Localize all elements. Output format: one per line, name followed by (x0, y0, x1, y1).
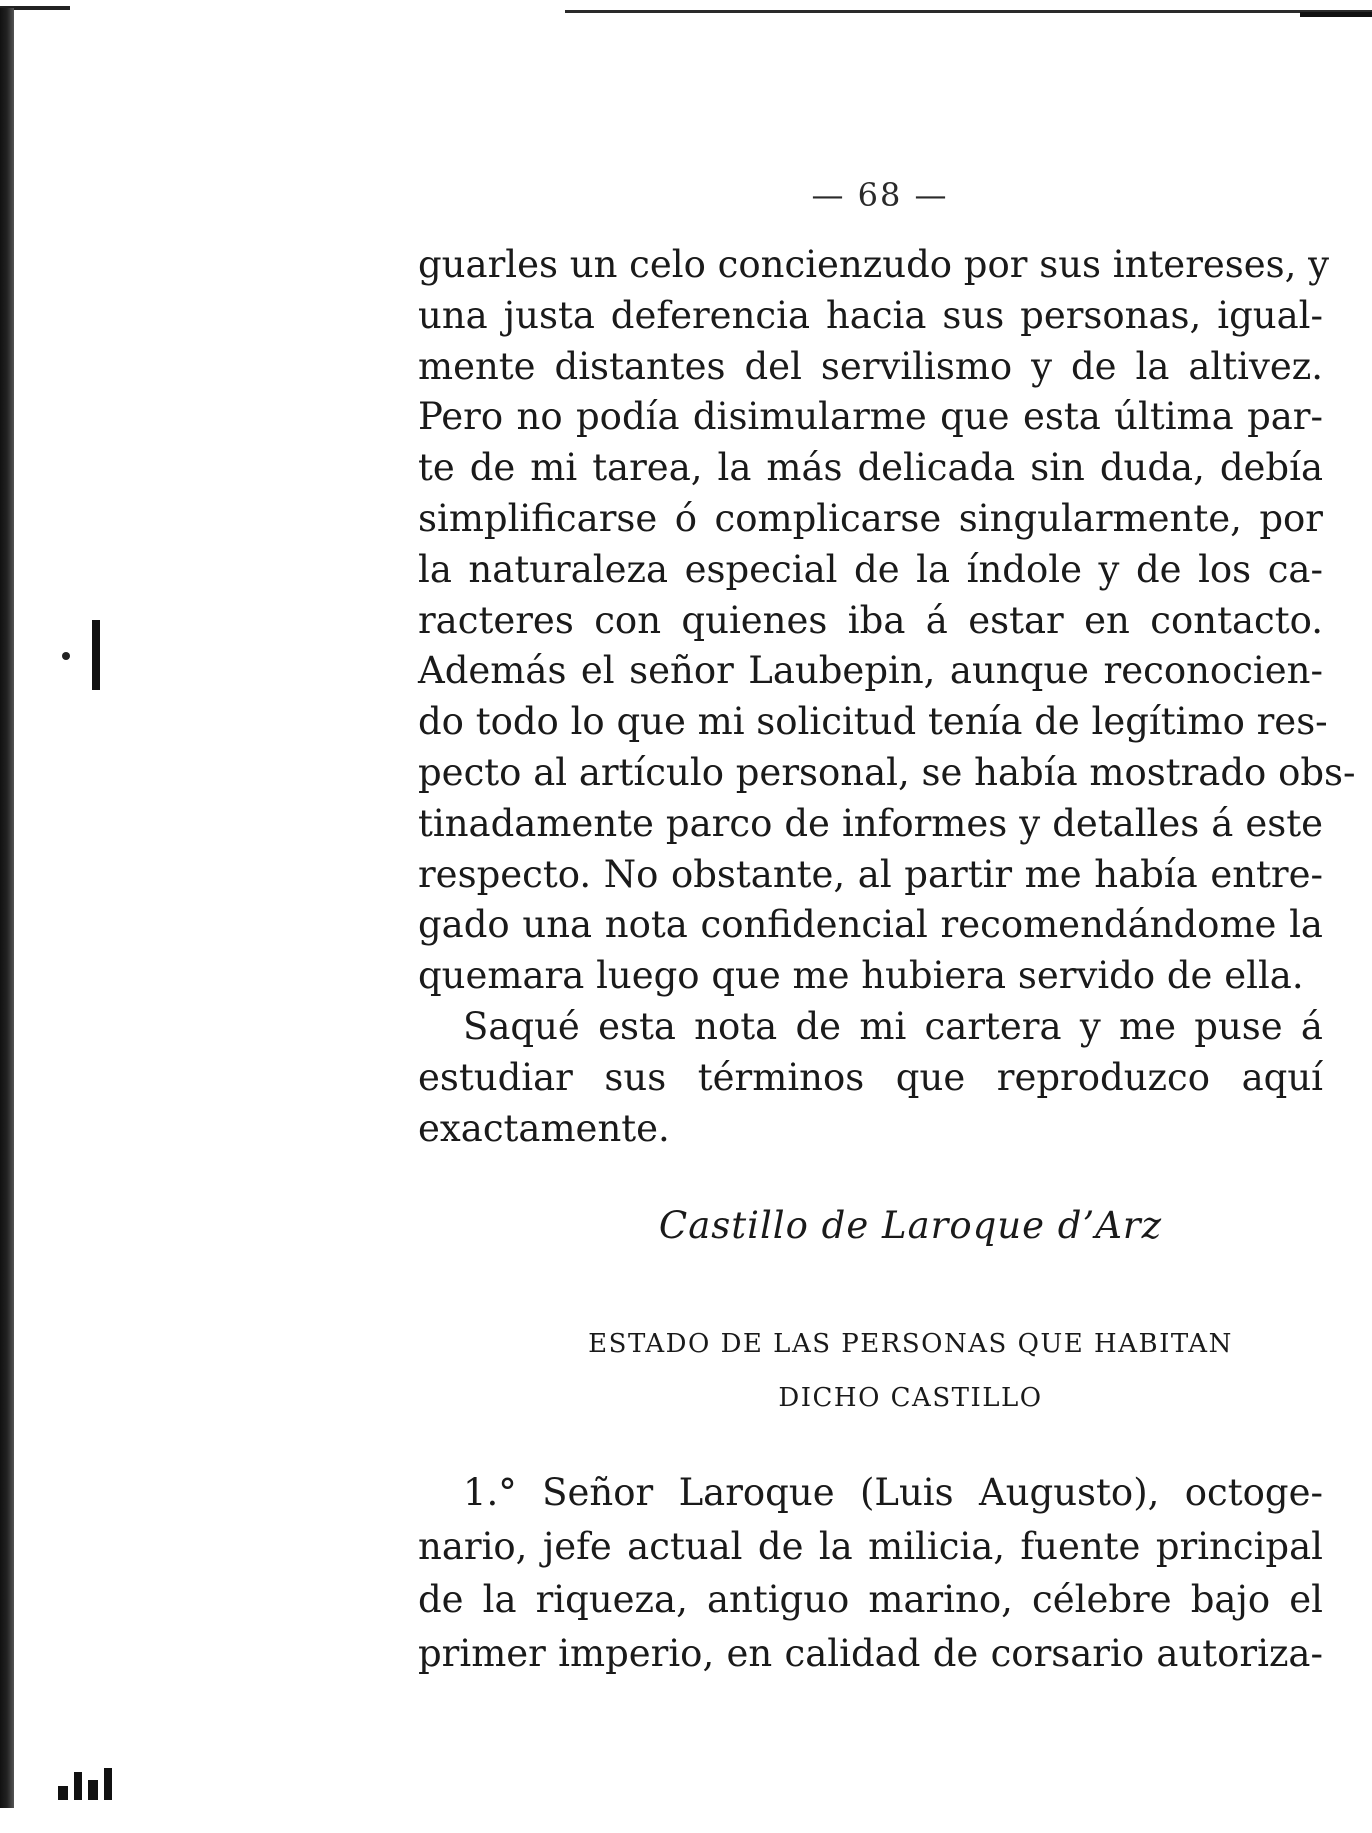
text-line: Además el señor Laubepin, aunque reconocien- (418, 649, 1323, 693)
text-line: gado una nota confidencial recomendándome la (418, 903, 1323, 947)
text-line: estudiar sus términos que reproduzco aquí (418, 1055, 1323, 1099)
text-line: respecto. No obstante, al partir me había entre- (418, 852, 1323, 896)
text-line: guarles un celo concienzudo por sus intereses, y (418, 243, 1330, 286)
text-line: exactamente. (418, 1106, 670, 1150)
text-line: mente distantes del servilismo y de la altivez. (418, 344, 1323, 388)
scan-top-rule (565, 10, 1372, 13)
text-line: Pero no podía disimularme que esta última par- (418, 395, 1323, 439)
section-heading-line: DICHO CASTILLO (778, 1383, 1043, 1413)
section-heading-place: Castillo de Laroque d’Arz (658, 1204, 1163, 1247)
text-line: te de mi tarea, la más delicada sin duda, debía (418, 446, 1323, 490)
section-heading-line: ESTADO DE LAS PERSONAS QUE HABITAN (588, 1329, 1233, 1359)
text-line: racteres con quienes iba á estar en contacto. (418, 598, 1323, 642)
scan-bottom-mark (58, 1768, 130, 1800)
text-line: Saqué esta nota de mi cartera y me puse á (463, 1004, 1323, 1048)
list-entry (418, 1466, 1323, 1680)
body-paragraph (418, 240, 1356, 1154)
scan-top-rule-end (1300, 12, 1372, 17)
text-line: do todo lo que mi solicitud tenía de legítimo res- (418, 700, 1328, 744)
scan-margin-dot (62, 652, 70, 660)
text-line: nario, jefe actual de la milicia, fuente principal (418, 1524, 1323, 1568)
text-line: primer imperio, en calidad de corsario autoriza- (418, 1631, 1323, 1675)
text-line: 1.° Señor Laroque (Luis Augusto), octoge- (463, 1471, 1323, 1514)
text-line: la naturaleza especial de la índole y de los ca- (418, 547, 1323, 591)
page-number: — 68 — (811, 176, 949, 214)
section-heading-title (418, 1317, 1323, 1425)
text-line: simplificarse ó complicarse singularmente, por (418, 496, 1323, 540)
text-line: pecto al artículo personal, se había mostrado obs- (418, 750, 1356, 794)
scan-margin-mark (92, 620, 100, 690)
text-line: quemara luego que me hubiera servido de ella. (418, 954, 1304, 998)
scan-binding-edge (0, 8, 14, 1808)
text-line: de la riqueza, antiguo marino, célebre bajo el (418, 1578, 1323, 1621)
text-line: una justa deferencia hacia sus personas, igual- (418, 293, 1323, 337)
text-line: tinadamente parco de informes y detalles á este (418, 801, 1323, 845)
